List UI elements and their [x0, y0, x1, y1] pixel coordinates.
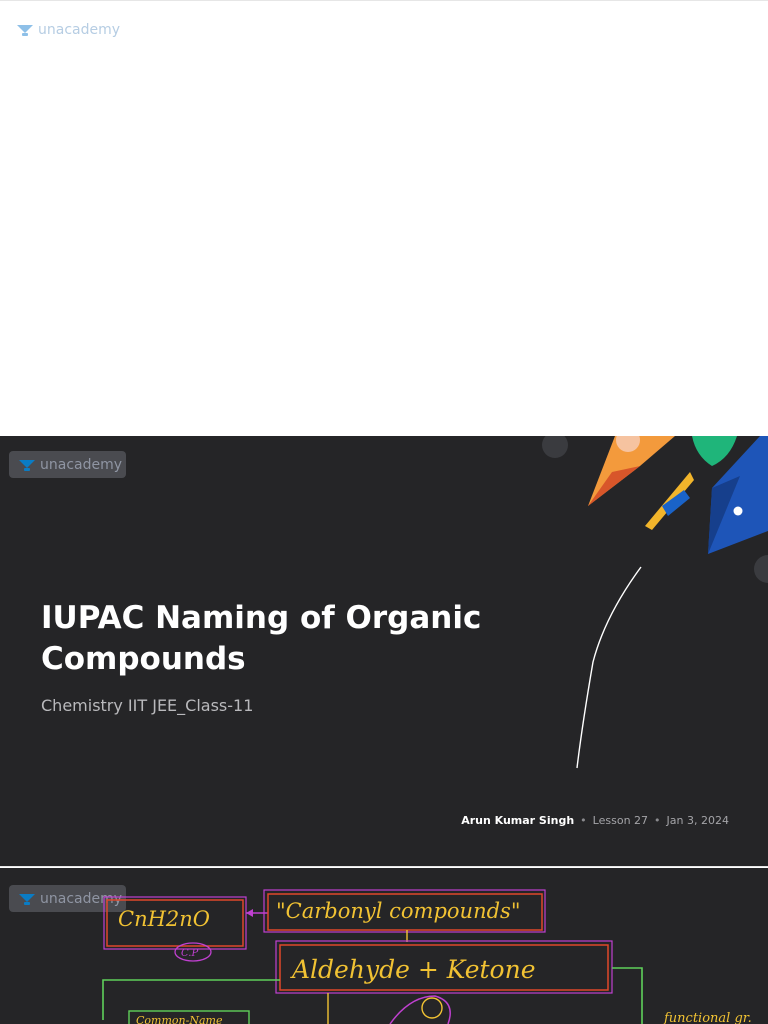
lesson-number: Lesson 27: [592, 814, 649, 827]
brand-name: unacademy: [38, 22, 121, 38]
green-drop-icon: [692, 436, 737, 466]
title-slide: [0, 436, 768, 866]
pen-stroke: [577, 567, 641, 768]
brand-name: unacademy: [40, 890, 123, 907]
meta-separator: •: [580, 814, 587, 827]
course-subtitle: Chemistry IIT JEE_Class-11: [41, 696, 254, 715]
page-top-divider: [0, 0, 768, 1]
formula-text: CnH2nO: [118, 907, 211, 931]
notes-slide: [0, 868, 768, 1024]
meta-separator: •: [654, 814, 661, 827]
heading-text: "Carbonyl compounds": [276, 899, 521, 923]
functional-group-note: functional gr.: [664, 1011, 752, 1024]
unacademy-logo-icon: [18, 458, 36, 472]
lesson-title: IUPAC Naming of Organic Compounds: [41, 600, 482, 677]
branch-text: Aldehyde + Ketone: [292, 955, 536, 984]
unacademy-badge: [9, 451, 126, 478]
handwritten-notes: [0, 868, 768, 1024]
common-name-text: Common-Name: [136, 1014, 223, 1024]
educator-name: Arun Kumar Singh: [461, 814, 575, 827]
unacademy-logo-icon: [16, 23, 34, 37]
slide-divider: [0, 866, 768, 867]
deco-circle-edge: [754, 555, 768, 583]
deco-circle: [542, 436, 568, 458]
formula-tag: C.P: [181, 948, 199, 959]
brand-name: unacademy: [40, 456, 123, 473]
lesson-meta: [461, 814, 729, 827]
lesson-date: Jan 3, 2024: [666, 814, 729, 827]
unacademy-logo: [16, 22, 120, 38]
